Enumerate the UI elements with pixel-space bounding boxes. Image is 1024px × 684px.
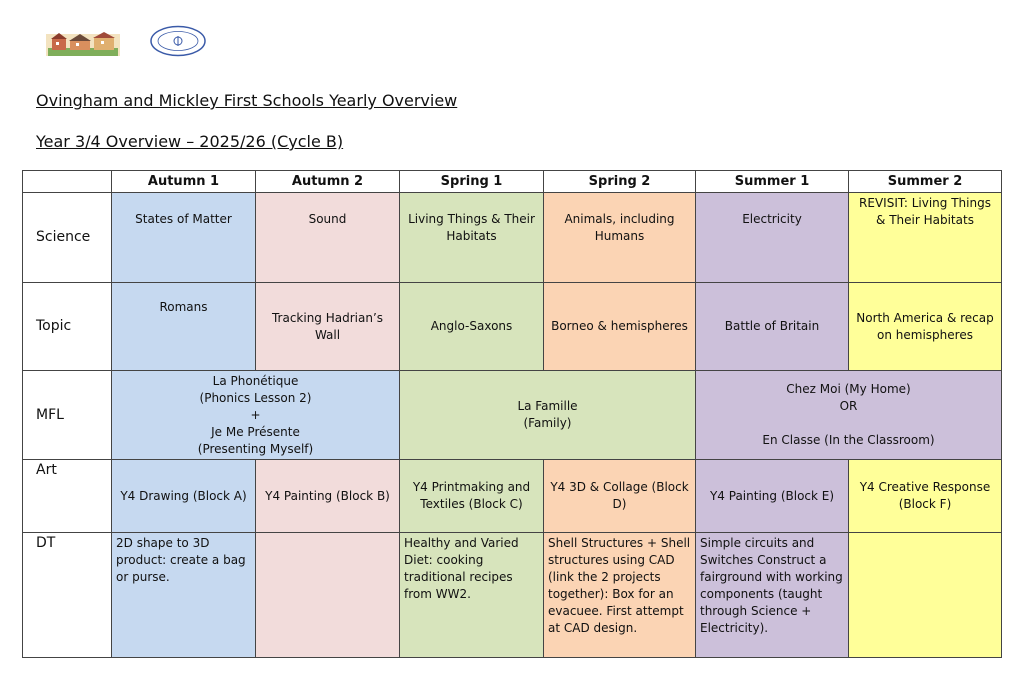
science-autumn-2: Sound xyxy=(256,193,400,283)
dt-spring-1: Healthy and Varied Diet: cooking traditional recipes from WW2. xyxy=(400,533,544,658)
mfl-summer xyxy=(696,371,1002,460)
row-label-dt: DT xyxy=(23,533,112,658)
art-summer-2: Y4 Creative Response (Block F) xyxy=(849,460,1002,533)
mfl-summer-line: OR xyxy=(839,399,858,413)
row-label-science: Science xyxy=(23,193,112,283)
school-logo-mickley xyxy=(150,25,206,57)
art-autumn-2: Y4 Painting (Block B) xyxy=(256,460,400,533)
page-subtitle: Year 3/4 Overview – 2025/26 (Cycle B) xyxy=(36,132,344,151)
science-spring-1: Living Things & Their Habitats xyxy=(400,193,544,283)
col-header-spring-2: Spring 2 xyxy=(544,171,696,193)
dt-spring-2: Shell Structures + Shell structures using CAD (link the 2 projects together): Box for an evacuee. First attempt at CAD design. xyxy=(544,533,696,658)
row-label-mfl: MFL xyxy=(23,371,112,460)
topic-summer-2: North America & recap on hemispheres xyxy=(849,283,1002,371)
topic-autumn-1: Romans xyxy=(112,283,256,371)
col-header-autumn-2: Autumn 2 xyxy=(256,171,400,193)
mfl-summer-line: Chez Moi (My Home) xyxy=(786,382,911,396)
mfl-spring-line: (Family) xyxy=(523,416,572,430)
mfl-autumn-line: + xyxy=(250,407,261,422)
mfl-summer-line xyxy=(700,415,997,432)
dt-row xyxy=(23,533,1002,658)
overview-table xyxy=(22,170,1002,658)
mfl-autumn-line: La Phonétique xyxy=(212,373,299,388)
mfl-spring xyxy=(400,371,696,460)
art-autumn-1: Y4 Drawing (Block A) xyxy=(112,460,256,533)
header-row xyxy=(23,171,1002,193)
art-spring-1: Y4 Printmaking and Textiles (Block C) xyxy=(400,460,544,533)
dt-autumn-2 xyxy=(256,533,400,658)
col-header-summer-1: Summer 1 xyxy=(696,171,849,193)
mfl-spring-line: La Famille xyxy=(517,399,578,413)
mfl-autumn-line: (Presenting Myself) xyxy=(197,441,314,456)
science-row xyxy=(23,193,1002,283)
dt-summer-2 xyxy=(849,533,1002,658)
topic-summer-1: Battle of Britain xyxy=(696,283,849,371)
mfl-autumn xyxy=(112,371,400,460)
row-label-topic: Topic xyxy=(23,283,112,371)
science-summer-2: REVISIT: Living Things & Their Habitats xyxy=(849,193,1002,283)
col-header-autumn-1: Autumn 1 xyxy=(112,171,256,193)
topic-spring-2: Borneo & hemispheres xyxy=(544,283,696,371)
dt-summer-1: Simple circuits and Switches Construct a fairground with working components (taught through Science + Electricity). xyxy=(696,533,849,658)
page-title: Ovingham and Mickley First Schools Yearly Overview xyxy=(36,91,458,110)
mfl-autumn-line: Je Me Présente xyxy=(211,424,300,439)
dt-autumn-1: 2D shape to 3D product: create a bag or purse. xyxy=(112,533,256,658)
col-header-summer-2: Summer 2 xyxy=(849,171,1002,193)
art-summer-1: Y4 Painting (Block E) xyxy=(696,460,849,533)
science-spring-2: Animals, including Humans xyxy=(544,193,696,283)
art-row xyxy=(23,460,1002,533)
science-autumn-1: States of Matter xyxy=(112,193,256,283)
mfl-autumn-line: (Phonics Lesson 2) xyxy=(199,390,312,405)
art-spring-2: Y4 3D & Collage (Block D) xyxy=(544,460,696,533)
row-label-art: Art xyxy=(23,460,112,533)
mfl-row xyxy=(23,371,1002,460)
school-logo-ovingham xyxy=(46,30,120,58)
corner-cell xyxy=(23,171,112,193)
science-summer-1: Electricity xyxy=(696,193,849,283)
topic-autumn-2: Tracking Hadrian’s Wall xyxy=(256,283,400,371)
topic-row xyxy=(23,283,1002,371)
col-header-spring-1: Spring 1 xyxy=(400,171,544,193)
mfl-summer-line: En Classe (In the Classroom) xyxy=(762,433,935,447)
topic-spring-1: Anglo-Saxons xyxy=(400,283,544,371)
